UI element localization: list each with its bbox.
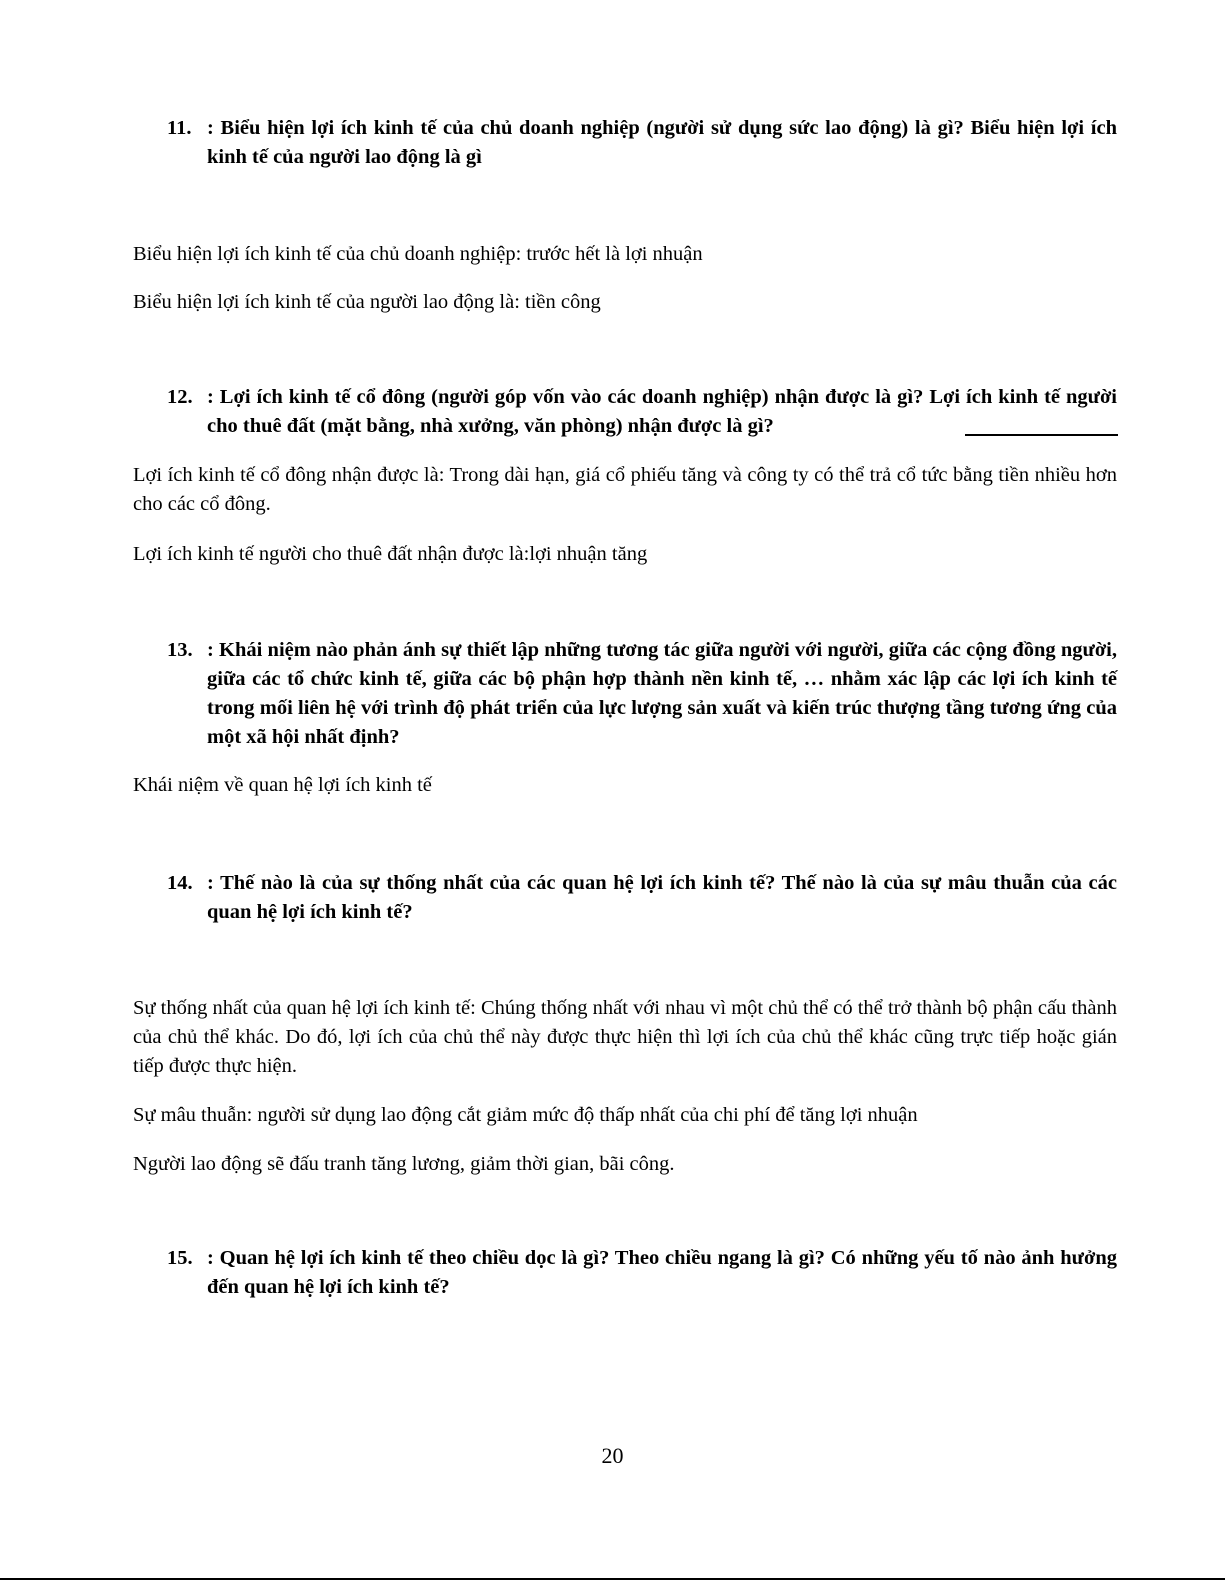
question-13 (167, 636, 1117, 752)
answer-paragraph: Người lao động sẽ đấu tranh tăng lương, giảm thời gian, bãi công. (133, 1153, 675, 1175)
question-text: : Quan hệ lợi ích kinh tế theo chiều dọc là gì? Theo chiều ngang là gì? Có những yếu tố nào ảnh hưởng đến quan hệ lợi ích kinh tế? (207, 1247, 1117, 1298)
question-14 (167, 869, 1117, 927)
question-number: 11. (167, 117, 192, 139)
question-number: 14. (167, 872, 193, 894)
answer-paragraph: Sự thống nhất của quan hệ lợi ích kinh tế: Chúng thống nhất với nhau vì một chủ thể có thể trở thành bộ phận cấu thành của chủ thể khác. Do đó, lợi ích của chủ thể này được thực hiện thì lợi ích của chủ thể khác cũng trực tiếp hoặc gián tiếp được thực hiện. (133, 997, 1117, 1077)
question-text: : Biểu hiện lợi ích kinh tế của chủ doanh nghiệp (người sử dụng sức lao động) là gì? Biểu hiện lợi ích kinh tế của người lao động là gì (207, 117, 1117, 168)
question-11 (167, 114, 1117, 172)
page-number: 20 (601, 1443, 624, 1468)
question-number: 13. (167, 639, 193, 661)
question-text: : Khái niệm nào phản ánh sự thiết lập những tương tác giữa người với người, giữa các cộng đồng người, giữa các tổ chức kinh tế, giữa các bộ phận hợp thành nền kinh tế, … nhằm xác lập các lợi ích kinh tế trong mối liên hệ với trình độ phát triển của lực lượng sản xuất và kiến trúc thượng tầng tương ứng của một xã hội nhất định? (207, 639, 1117, 748)
question-text: : Thế nào là của sự thống nhất của các quan hệ lợi ích kinh tế? Thế nào là của sự mâu thuẫn của các quan hệ lợi ích kinh tế? (207, 872, 1117, 923)
question-15 (167, 1244, 1117, 1302)
answer-paragraph: Khái niệm về quan hệ lợi ích kinh tế (133, 774, 432, 796)
question-12 (167, 383, 1117, 441)
answer-paragraph: Biểu hiện lợi ích kinh tế của người lao động là: tiền công (133, 291, 601, 313)
answer-paragraph: Sự mâu thuẫn: người sử dụng lao động cắt giảm mức độ thấp nhất của chi phí để tăng lợi nhuận (133, 1104, 918, 1126)
answer-paragraph: Lợi ích kinh tế cổ đông nhận được là: Trong dài hạn, giá cổ phiếu tăng và công ty có thể trả cổ tức bằng tiền nhiều hơn cho các cổ đông. (133, 464, 1117, 515)
question-text: : Lợi ích kinh tế cổ đông (người góp vốn vào các doanh nghiệp) nhận được là gì? Lợi ích kinh tế người cho thuê đất (mặt bằng, nhà xưởng, văn phòng) nhận được là gì? (207, 386, 1117, 437)
answer-paragraph: Lợi ích kinh tế người cho thuê đất nhận được là:lợi nhuận tăng (133, 543, 648, 565)
answer-blank-line (965, 434, 1118, 436)
question-number: 15. (167, 1247, 193, 1269)
answer-paragraph: Biểu hiện lợi ích kinh tế của chủ doanh nghiệp: trước hết là lợi nhuận (133, 243, 703, 265)
bottom-divider (0, 1578, 1225, 1580)
question-number: 12. (167, 386, 193, 408)
